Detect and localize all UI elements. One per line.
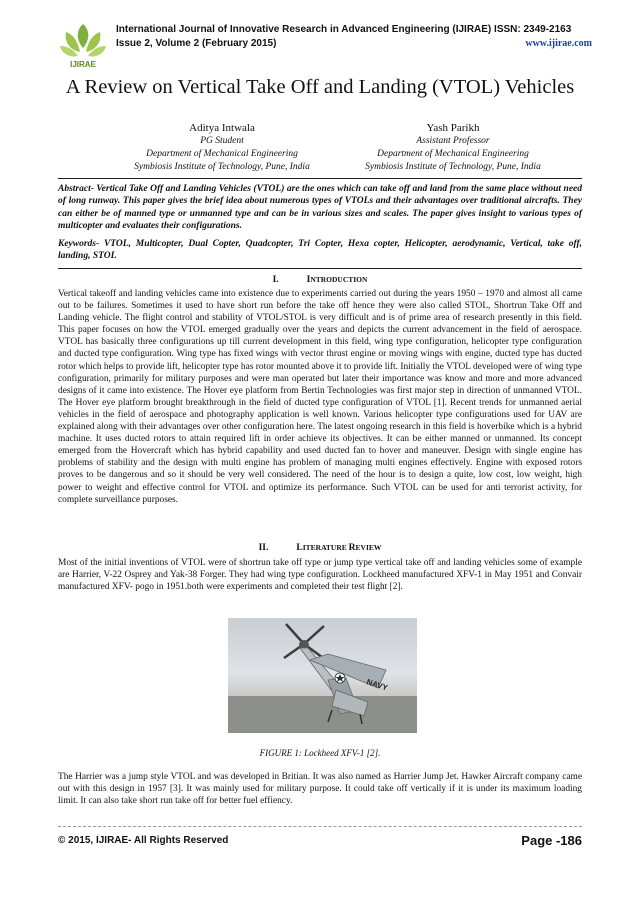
section-heading-literature-review: II. LITERATURE REVIEW [258,543,382,553]
aircraft-photo [228,618,417,733]
section-number: II. [258,543,269,553]
author-2-dept: Department of Mechanical Engineering [377,149,529,159]
journal-url[interactable]: www.ijirae.com [525,38,592,49]
journal-name: International Journal of Innovative Research in Advanced Engineering (IJIRAE) ISSN: 2349-2163 [116,24,572,35]
figure-caption: FIGURE 1: Lockheed XFV-1 [2]. [259,748,381,758]
literature-review-text: Most of the initial inventions of VTOL were of shortrun take off type or jump type vertical take off and landing vehicles some of example are Harrier, V-22 Osprey and Yak-38 Forger. They had wing type configuration. Lockheed manufactured XFV-1 in May 1951 and Convair manufactured XFV- pogo in 1951.both were experiments and completed their test flight [2]. [58,558,582,593]
author-1-inst: Symbiosis Institute of Technology, Pune, India [134,162,310,172]
author-2-role: Assistant Professor [416,136,490,146]
paper-title: A Review on Vertical Take Off and Landing (VTOL) Vehicles [65,76,575,98]
section-heading-introduction: I. INTRODUCTION [272,275,368,285]
author-1-dept: Department of Mechanical Engineering [146,149,298,159]
introduction-text: Vertical takeoff and landing vehicles came into existence due to experiments carried out during the years 1950 – 1970 and almost all came out to be failures. Sometimes it used to have short run before the take off hence they were also called STOL, Shortrun Take Off and Landing vehicle. The flight control and stability of VTOL/STOL is very difficult and is of prime area of research presently in this field. This paper focuses on how the VTOL emerged gradually over the years and depicts the current advancement in the field of aerospace. VTOL has basically three configurations up till current development in this field, wing type configuration, helicopter type configuration and ducted type configuration. Wing type has fixed wings with vector thrust engine or moving wings with engine, ducted type has ducted rotor which helps to provide lift, helicopter type has rotor mounted above it to provide lift. Initially the VTOL developed were of wing type configuration, primarily for military purposes and were man operated but later their importance was know and more and more advanced designs of it came into existence. The Hover eye platform from Bertin Technologies was first major step in direction of unmanned VTOL. The Hover eye platform brought breakthrough in the field of ducted type configuration of VTOL [1]. Recent trends for unmanned aerial vehicles in the field of aerospace and photography application is well known. Various helicopter type configurations used for UAV are explained along with their advantages over other configuration here. The latest ongoing research in this field is hoverbike which is a hybrid machine. It uses ducted rotors to attain required lift in order achieve its objectives. It can be either manned or unmanned. Its concept emerged from the Hovercraft which has hybrid capability and used ducted fan to hover and maneuver. Design with single engine has problems of stability and the design with multi engine has problem of managing multi engines effectively. Engine with exposed rotors proves to be dangerous and so it should be very well considered. The need of the hour is to design a quite, low cost, low weight, high power to weight and effective control for VTOL and optimize its performance. Such VTOL can be used for anti terrorist activity, for complete surveillance purposes. [58,289,582,505]
footer-divider [58,826,582,827]
author-1-role: PG Student [200,136,244,146]
figure-lockheed-xfv1 [228,618,417,733]
page-number: Page -186 [521,833,582,848]
journal-logo [56,20,110,72]
keywords: Keywords- VTOL, Multicopter, Dual Copter, Quadcopter, Tri Copter, Hexa copter, Helicopter, aerodynamic, Vertical, take off, landing, STOL [58,239,582,262]
harrier-paragraph: The Harrier was a jump style VTOL and was developed in Britian. It was also named as Harrier Jump Jet. Hawker Aircraft company came out with this design in 1957 [3]. It was mainly used for military purpose. It could take off vertically if it is under its maximum loading limit. It can also take short run take off for better fuel effiency. [58,772,582,807]
journal-issue: Issue 2, Volume 2 (February 2015) [116,38,277,49]
author-2-name: Yash Parikh [426,122,480,134]
copyright: © 2015, IJIRAE- All Rights Reserved [58,835,229,846]
author-2-inst: Symbiosis Institute of Technology, Pune, India [365,162,541,172]
divider [58,178,582,179]
author-1-name: Aditya Intwala [189,122,255,134]
aircraft-navy-label: NAVY [365,677,389,693]
journal-header [52,14,592,74]
abstract: Abstract- Vertical Take Off and Landing Vehicles (VTOL) are the ones which can take off and land from the same place without need of long runway. This paper gives the brief idea about numerous types of VTOLs and their advantages over traditional aircrafts. They can either be of manned type or unmanned type and can be in various sizes and scales. The paper gives insight to various types of multicopter and evaluates their configurations. [58,184,582,232]
section-number: I. [272,275,279,285]
logo-text: IJIRAE [70,60,96,69]
divider [58,268,582,269]
author-2 [313,122,593,174]
